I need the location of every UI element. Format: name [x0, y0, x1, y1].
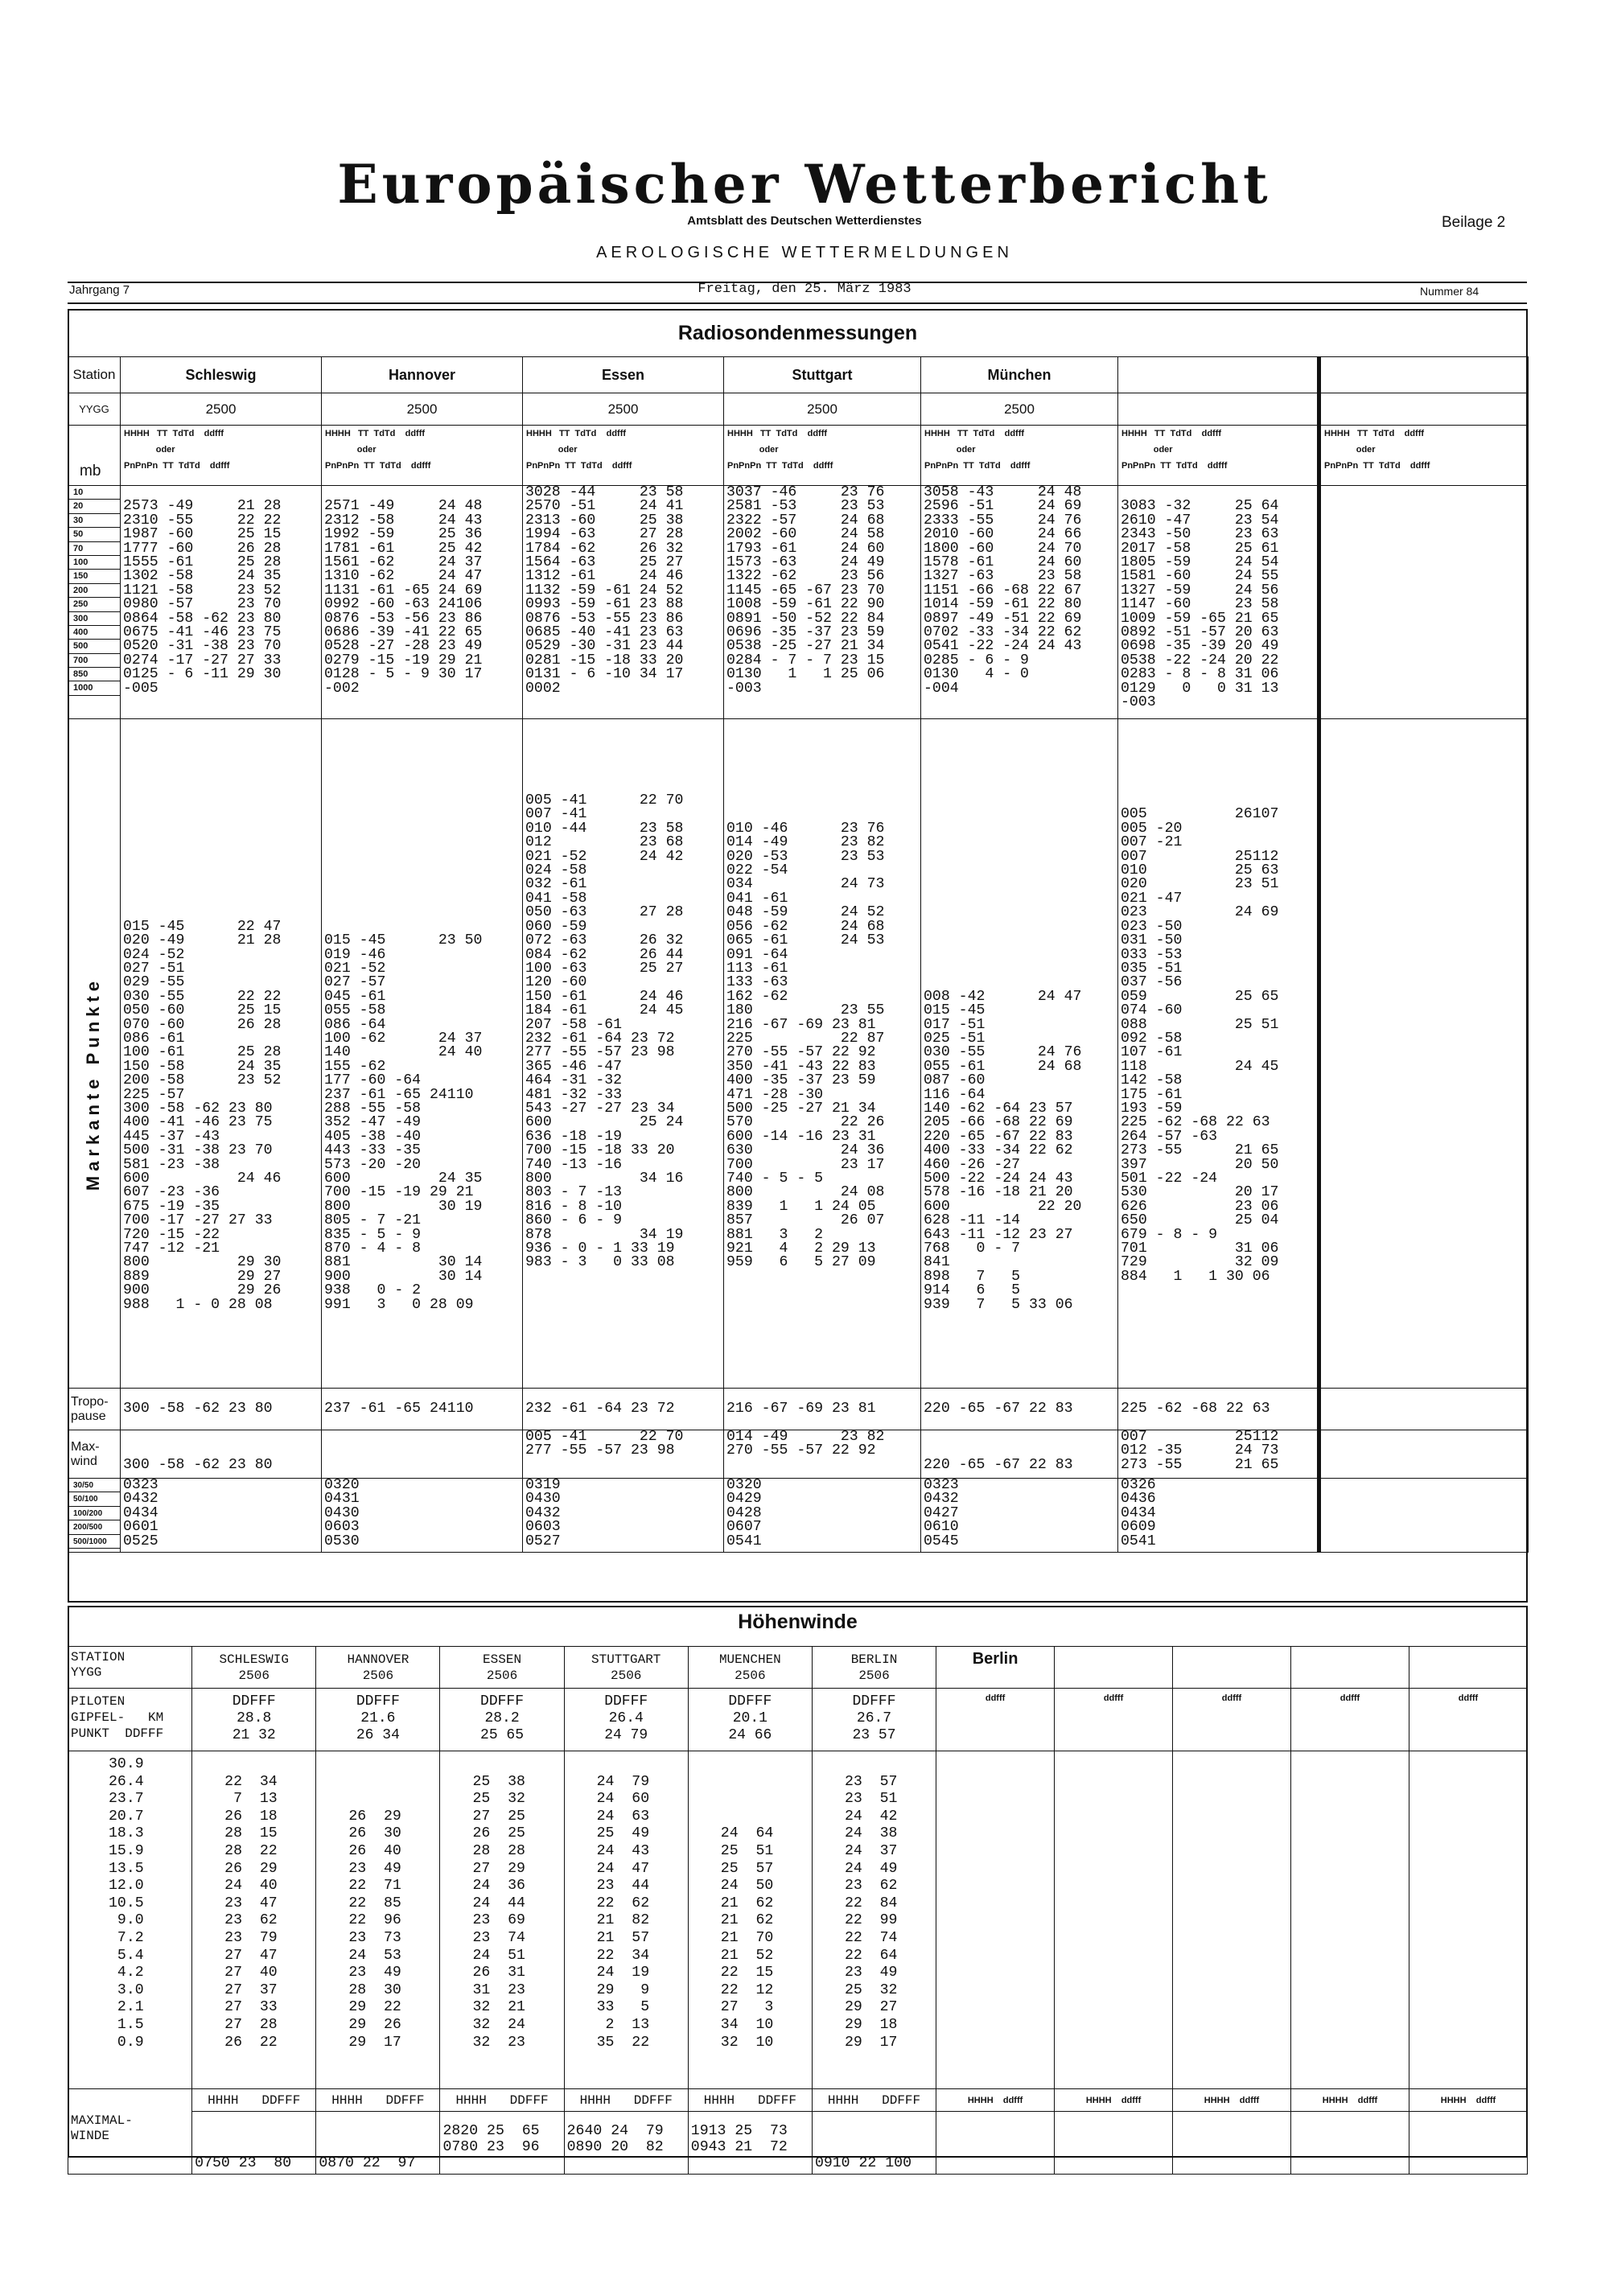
mb-level: 250 — [68, 598, 120, 611]
max-cell — [440, 2112, 564, 2175]
piloten-label-cell — [68, 1689, 192, 1751]
section-title: AEROLOGISCHE WETTERMELDUNGEN — [596, 244, 1013, 261]
mb-level: 300 — [68, 612, 120, 626]
max-cell — [564, 2112, 688, 2175]
extra-header: ddfff — [1409, 1689, 1527, 1751]
wind-cell — [688, 1751, 812, 2089]
column-header: HHHH TT TdTd ddfff oder PnPnPn TT TdTd ddfff — [523, 426, 724, 486]
wind-list: 24 79 24 60 24 63 25 49 24 43 24 47 23 44 22 62 21 82 21 57 22 34 24 19 29 9 33 5 2 13 35 22 — [596, 1773, 650, 2051]
hw-empty-cell — [1055, 1751, 1173, 2089]
station-label: Station — [68, 357, 121, 393]
tropopause-data: 216 -67 -69 23 81 — [726, 1400, 876, 1417]
markante-data: 005 26107 005 -20 007 -21 007 25112 010 25 63 020 23 51 021 -47 023 24 69 023 -50 031 -50 033 -53 035 -51 037 -56 059 25 65 074 -60 088 25 51 092 -58 107 -61 118 24 45 142 -58 175 -61 193 -59 225 -62 -68 22 63 264 -57 -63 273 -55 21 65 397 20 50 501 -22 -24 530 20 17 626 23 06 650 25 04 679 - 8 - 9 701 31 06 729 32 09 884 1 1 30 06 — [1121, 806, 1279, 1285]
max-cell — [688, 2112, 812, 2175]
hoehenwinde-table — [68, 1646, 1528, 2175]
yygg-label: YYGG — [68, 393, 121, 426]
wind-cell — [440, 1751, 564, 2089]
max-cell — [316, 2112, 440, 2175]
header-rule-bottom — [68, 302, 1527, 304]
yygg-value — [1319, 393, 1529, 426]
piloten-station: DDFFF 26.7 23 57 — [812, 1689, 936, 1751]
extra-header: ddfff — [1291, 1689, 1409, 1751]
max-header: HHHH DDFFF — [440, 2089, 564, 2112]
hoehenwinde-title: Höhenwinde — [738, 1611, 858, 1633]
mb-level: 30 — [68, 514, 120, 528]
thickness-level-list — [68, 1479, 121, 1553]
maxwind-label: Max- wind — [68, 1430, 121, 1479]
column-header: HHHH TT TdTd ddfff oder PnPnPn TT TdTd ddfff — [121, 426, 322, 486]
hw-empty-cell — [1291, 1751, 1409, 2089]
hw-station: HANNOVER 2506 — [316, 1647, 440, 1689]
extra-header: ddfff — [1173, 1689, 1291, 1751]
max-wind-data: 1913 25 73 0943 21 72 — [690, 2123, 788, 2155]
piloten-station: DDFFF 28.2 25 65 — [440, 1689, 564, 1751]
station-name: Stuttgart — [724, 357, 921, 393]
hw-empty-cell — [936, 1751, 1055, 2089]
mb-level: 1000 — [68, 681, 120, 695]
standard-level-data: 2573 -49 21 28 2310 -55 22 22 1987 -60 25 15 1777 -60 26 28 1555 -61 25 28 1302 -58 24 35 1121 -58 23 52 0980 -57 23 70 0864 -58 -62 23 80 0675 -41 -46 23 75 0520 -31 -38 23 70 0274 -17 -27 27 33 0125 - 6 -11 29 30 -005 — [123, 498, 282, 697]
max-wind-data: 0750 23 80 — [195, 2155, 292, 2171]
hw-station: STUTTGART 2506 — [564, 1647, 688, 1689]
hw-empty-cell — [936, 2112, 1055, 2175]
tropopause-data: 220 -65 -67 22 83 — [924, 1400, 1073, 1417]
standard-level-data: 3028 -44 23 58 2570 -51 24 41 2313 -60 25 38 1994 -63 27 28 1784 -62 26 32 1564 -63 25 27 1312 -61 24 46 1132 -59 -61 24 52 0993 -59 -61 23 88 0876 -53 -55 23 86 0685 -40 -41 23 63 0529 -30 -31 23 44 0281 -15 -18 33 20 0131 - 6 -10 34 17 0002 — [525, 485, 684, 697]
markante-data — [1321, 719, 1528, 724]
max-cell — [812, 2112, 936, 2175]
hw-station: SCHLESWIG 2506 — [192, 1647, 316, 1689]
maxwind-data: 300 -58 -62 23 80 — [123, 1456, 273, 1473]
heights-cell — [68, 1751, 192, 2089]
tropopause-data: 237 -61 -65 24110 — [324, 1400, 474, 1417]
tropopause-data: 225 -62 -68 22 63 — [1121, 1400, 1270, 1417]
thickness-data: 0320 0431 0430 0603 0530 — [324, 1478, 360, 1549]
max-header-extra: HHHH ddfff — [1173, 2089, 1291, 2112]
hw-station: MUENCHEN 2506 — [688, 1647, 812, 1689]
mb-level: 70 — [68, 542, 120, 556]
column-header: HHHH TT TdTd ddfff oder PnPnPn TT TdTd ddfff — [1118, 426, 1319, 486]
hw-station: BERLIN 2506 — [812, 1647, 936, 1689]
yygg-value: 2500 — [724, 393, 921, 426]
markante-data: 015 -45 23 50 019 -46 021 -52 027 -57 045 -61 055 -58 086 -64 100 -62 24 37 140 24 40 155 -62 177 -60 -64 237 -61 -65 24110 288 -55 -58 352 -47 -49 405 -38 -40 443 -33 -35 573 -20 -20 600 24 35 700 -15 -19 29 21 800 30 19 805 - 7 -21 835 - 5 - 9 870 - 4 - 8 881 30 14 900 30 14 938 0 - 2 991 3 0 28 09 — [324, 932, 483, 1313]
column-header: HHHH TT TdTd ddfff oder PnPnPn TT TdTd ddfff — [921, 426, 1118, 486]
hw-station: ESSEN 2506 — [440, 1647, 564, 1689]
markante-data: 008 -42 24 47 015 -45 017 -51 025 -51 030 -55 24 76 055 -61 24 68 087 -60 116 -64 140 -62 -64 23 57 205 -66 -68 22 69 220 -65 -67 22 83 400 -33 -34 22 62 460 -26 -27 500 -22 -24 24 43 578 -16 -18 21 20 600 22 20 628 -11 -14 643 -11 -12 23 27 768 0 - 7 841 898 7 5 914 6 5 939 7 5 33 06 — [924, 988, 1082, 1313]
radiosonde-table — [68, 356, 1529, 1553]
wind-cell — [812, 1751, 936, 2089]
radiosonde-title: Radiosondenmessungen — [677, 322, 918, 344]
standard-level-data: 3037 -46 23 76 2581 -53 23 53 2322 -57 24 68 2002 -60 24 58 1793 -61 24 60 1573 -63 24 49 1322 -62 23 56 1145 -65 -67 23 70 1008 -59 -61 22 90 0891 -50 -52 22 84 0696 -35 -37 23 59 0538 -25 -27 21 34 0284 - 7 - 7 23 15 0130 1 1 25 06 -003 — [726, 485, 885, 697]
thickness-data: 0326 0436 0434 0609 0541 — [1121, 1478, 1156, 1549]
maxwind-data: 007 25112 012 -35 24 73 273 -55 21 65 — [1121, 1430, 1279, 1473]
thickness-level: 100/200 — [68, 1507, 120, 1520]
max-wind-data: 2820 25 65 0780 23 96 — [442, 2123, 540, 2155]
markante-data: 005 -41 22 70 007 -41 010 -44 23 58 012 23 68 021 -52 24 42 024 -58 032 -61 041 -58 050 -63 27 28 060 -59 072 -63 26 32 084 -62 26 44 100 -63 25 27 120 -60 150 -61 24 46 184 -61 24 45 207 -58 -61 232 -61 -64 23 72 277 -55 -57 23 98 365 -46 -47 464 -31 -32 481 -32 -33 543 -27 -27 23 34 600 25 24 636 -18 -19 700 -15 -18 33 20 740 -13 -16 800 34 16 803 - 7 -13 816 - 8 -10 860 - 6 - 9 878 34 19 936 - 0 - 1 33 19 983 - 3 0 33 08 — [525, 792, 684, 1271]
thickness-data: 0323 0432 0434 0601 0525 — [123, 1478, 158, 1549]
wind-list: 24 64 25 51 25 57 24 50 21 62 21 62 21 70 21 52 22 15 22 12 27 3 34 10 32 10 — [720, 1825, 774, 2051]
max-cell — [192, 2112, 316, 2175]
mb-level: 200 — [68, 584, 120, 598]
mb-level: 50 — [68, 528, 120, 541]
thickness-level: 200/500 — [68, 1520, 120, 1534]
beilage-label: Beilage 2 — [1442, 214, 1506, 231]
mb-level: 400 — [68, 626, 120, 640]
page-title: Europäischer Wetterbericht — [337, 153, 1272, 216]
hw-empty-cell — [1409, 2112, 1527, 2175]
jahrgang-label: Jahrgang 7 — [69, 283, 130, 297]
mb-level: 10 — [68, 486, 120, 500]
wind-cell — [564, 1751, 688, 2089]
markante-data: 015 -45 22 47 020 -49 21 28 024 -52 027 -51 029 -55 030 -55 22 22 050 -60 25 15 070 -60 26 28 086 -61 100 -61 25 28 150 -58 24 35 200 -58 23 52 225 -57 300 -58 -62 23 80 400 -41 -46 23 75 445 -37 -43 500 -31 -38 23 70 581 -23 -38 600 24 46 607 -23 -36 675 -19 -35 700 -17 -27 27 33 720 -15 -22 747 -12 -21 800 29 30 889 29 27 900 29 26 988 1 - 0 28 08 — [123, 918, 282, 1313]
wind-list: 26 29 26 30 26 40 23 49 22 71 22 85 22 96 23 73 24 53 23 49 28 30 29 22 29 26 29 17 — [348, 1808, 401, 2051]
mb-level: 150 — [68, 570, 120, 583]
station-yygg-label: STATION YYGG — [71, 1650, 126, 1680]
mb-label: mb — [80, 463, 101, 479]
standard-level-data: 2571 -49 24 48 2312 -58 24 43 1992 -59 25 36 1781 -61 25 42 1561 -62 24 37 1310 -62 24 47 1131 -61 -65 24 69 0992 -60 -63 24106 0876 -53 -56 23 86 0686 -39 -41 22 65 0528 -27 -28 23 49 0279 -15 -19 29 21 0128 - 5 - 9 30 17 -002 — [324, 498, 483, 697]
max-header-extra: HHHH ddfff — [936, 2089, 1055, 2112]
yygg-value: 2500 — [121, 393, 322, 426]
max-header: HHHH DDFFF — [192, 2089, 316, 2112]
wind-list: 22 34 7 13 26 18 28 15 28 22 26 29 24 40 23 47 23 62 23 79 27 47 27 40 27 37 27 33 27 28 26 22 — [224, 1773, 278, 2051]
maximal-label-cell — [68, 2089, 192, 2175]
markante-label-cell — [68, 719, 121, 1389]
maximal-label: MAXIMAL- WINDE — [71, 2113, 133, 2143]
yygg-value: 2500 — [523, 393, 724, 426]
extra-header: ddfff — [1055, 1689, 1173, 1751]
column-header: HHHH TT TdTd ddfff oder PnPnPn TT TdTd ddfff — [322, 426, 523, 486]
piloten-label: PILOTEN GIPFEL- KM PUNKT DDFFF — [71, 1694, 164, 1741]
mb-level-list — [68, 486, 121, 719]
max-header: HHHH DDFFF — [688, 2089, 812, 2112]
markante-label: Markante Punkte — [83, 977, 103, 1191]
tropopause-label: Tropo- pause — [68, 1389, 121, 1430]
wind-list: 25 38 25 32 27 25 26 25 28 28 27 29 24 36 24 44 23 69 23 74 24 51 26 31 31 23 32 21 32 24 32 23 — [472, 1773, 525, 2051]
height-list: 30.9 26.4 23.7 20.7 18.3 15.9 13.5 12.0 10.5 9.0 7.2 5.4 4.2 3.0 2.1 1.5 0.9 — [109, 1756, 144, 2051]
max-header: HHHH DDFFF — [812, 2089, 936, 2112]
tropopause-data: 232 -61 -64 23 72 — [525, 1400, 675, 1417]
thickness-level: 30/50 — [68, 1479, 120, 1492]
subtitle: Amtsblatt des Deutschen Wetterdienstes — [687, 214, 922, 228]
thickness-level: 50/100 — [68, 1492, 120, 1506]
yygg-value: 2500 — [322, 393, 523, 426]
mb-level: 20 — [68, 500, 120, 513]
maxwind-data: 005 -41 22 70 277 -55 -57 23 98 — [525, 1430, 684, 1459]
piloten-station: DDFFF 28.8 21 32 — [192, 1689, 316, 1751]
wind-cell — [316, 1751, 440, 2089]
station-name: Essen — [523, 357, 724, 393]
yygg-value — [1118, 393, 1319, 426]
column-header: HHHH TT TdTd ddfff oder PnPnPn TT TdTd ddfff — [724, 426, 921, 486]
mb-level: 700 — [68, 654, 120, 668]
thickness-data: 0320 0429 0428 0607 0541 — [726, 1478, 762, 1549]
mb-label-cell — [68, 426, 121, 486]
maxwind-data: 014 -49 23 82 270 -55 -57 22 92 — [726, 1430, 885, 1459]
mb-level: 500 — [68, 640, 120, 653]
hw-empty-cell — [1291, 2112, 1409, 2175]
date-line: Freitag, den 25. März 1983 — [698, 282, 911, 297]
thickness-data: 0323 0432 0427 0610 0545 — [924, 1478, 959, 1549]
standard-level-data: 3058 -43 24 48 2596 -51 24 69 2333 -55 24 76 2010 -60 24 66 1800 -60 24 70 1578 -61 24 60 1327 -63 23 58 1151 -66 -68 22 67 1014 -59 -61 22 80 0897 -49 -51 22 69 0702 -33 -34 22 62 0541 -22 -24 24 43 0285 - 6 - 9 0130 4 - 0 -004 — [924, 485, 1082, 697]
hw-empty-cell — [1409, 1751, 1527, 2089]
max-wind-data: 2640 24 79 0890 20 82 — [566, 2123, 664, 2155]
hw-empty-cell — [1173, 1751, 1291, 2089]
max-header: HHHH DDFFF — [316, 2089, 440, 2112]
piloten-station: DDFFF 20.1 24 66 — [688, 1689, 812, 1751]
hw-empty-cell — [1055, 2112, 1173, 2175]
max-header-extra: HHHH ddfff — [1055, 2089, 1173, 2112]
station-name: Schleswig — [121, 357, 322, 393]
station-header-cell — [68, 1647, 192, 1689]
maxwind-data: 220 -65 -67 22 83 — [924, 1456, 1073, 1473]
hw-empty-cell — [1173, 1647, 1291, 1689]
hw-empty-cell — [1055, 1647, 1173, 1689]
hw-extra-station: Berlin — [936, 1647, 1055, 1689]
wind-list: 23 57 23 51 24 42 24 38 24 37 24 49 23 62 22 84 22 99 22 74 22 64 23 49 25 32 29 27 29 18 29 17 — [844, 1773, 898, 2051]
mb-level: 850 — [68, 668, 120, 681]
max-wind-data: 0910 22 100 — [814, 2155, 911, 2171]
station-name — [1319, 357, 1529, 393]
station-name — [1118, 357, 1319, 393]
markante-data: 010 -46 23 76 014 -49 23 82 020 -53 23 53 022 -54 034 24 73 041 -61 048 -59 24 52 056 -62 24 68 065 -61 24 53 091 -64 113 -61 133 -63 162 -62 180 23 55 216 -67 -69 23 81 225 22 87 270 -55 -57 22 92 350 -41 -43 22 83 400 -35 -37 23 59 471 -28 -30 500 -25 -27 21 34 570 22 26 600 -14 -16 23 31 630 24 36 700 23 17 740 - 5 - 5 800 24 08 839 1 1 24 05 857 26 07 881 3 2 921 4 2 29 13 959 6 5 27 09 — [726, 820, 885, 1271]
max-header: HHHH DDFFF — [564, 2089, 688, 2112]
hw-empty-cell — [1173, 2112, 1291, 2175]
extra-header: ddfff — [936, 1689, 1055, 1751]
hw-empty-cell — [1291, 1647, 1409, 1689]
station-name: München — [921, 357, 1118, 393]
thickness-data: 0319 0430 0432 0603 0527 — [525, 1478, 561, 1549]
piloten-station: DDFFF 26.4 24 79 — [564, 1689, 688, 1751]
tropopause-data: 300 -58 -62 23 80 — [123, 1400, 273, 1417]
hw-empty-cell — [1409, 1647, 1527, 1689]
piloten-station: DDFFF 21.6 26 34 — [316, 1689, 440, 1751]
standard-level-data: 3083 -32 25 64 2610 -47 23 54 2343 -50 23 63 2017 -58 25 61 1805 -59 24 54 1581 -60 24 55 1327 -59 24 56 1147 -60 23 58 1009 -59 -65 21 65 0892 -51 -57 20 63 0698 -35 -39 20 49 0538 -22 -24 20 22 0283 - 8 - 8 31 06 0129 0 0 31 13 -003 — [1121, 498, 1279, 711]
yygg-value: 2500 — [921, 393, 1118, 426]
issue-number: Nummer 84 — [1420, 285, 1479, 298]
station-name: Hannover — [322, 357, 523, 393]
mb-level: 100 — [68, 556, 120, 570]
max-wind-data: 0870 22 97 — [319, 2155, 416, 2171]
thickness-level: 500/1000 — [68, 1535, 120, 1549]
max-header-extra: HHHH ddfff — [1291, 2089, 1409, 2112]
max-header-extra: HHHH ddfff — [1409, 2089, 1527, 2112]
wind-cell — [192, 1751, 316, 2089]
column-header: HHHH TT TdTd ddfff oder PnPnPn TT TdTd ddfff — [1319, 426, 1529, 486]
